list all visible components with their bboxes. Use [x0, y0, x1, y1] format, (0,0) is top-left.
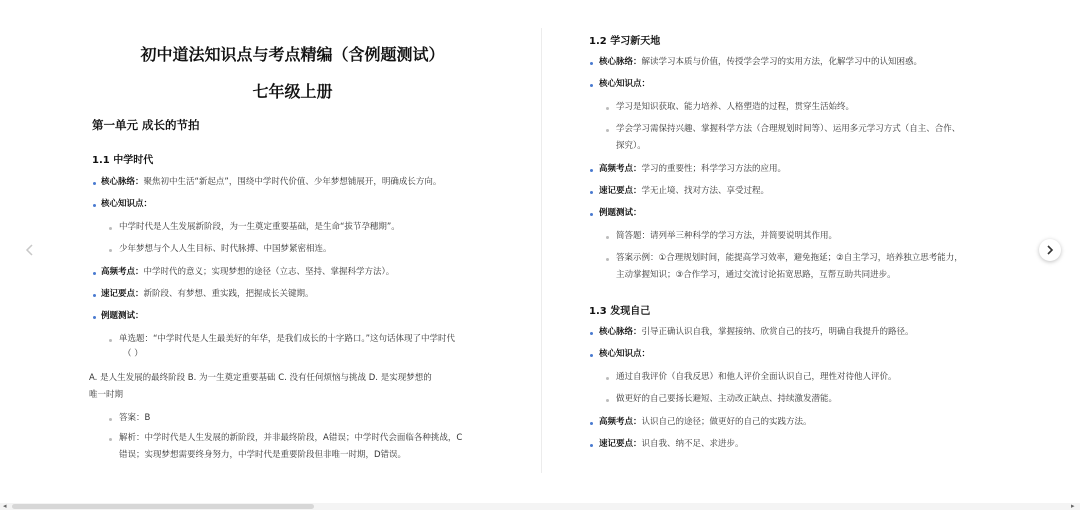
question-text: 简答题：请列举三种科学的学习方法，并简要说明其作用。 [616, 231, 838, 241]
sub-bullet-dot [606, 107, 609, 110]
core-points-label: 核心知识点： [101, 199, 153, 209]
section-title: 1.1 中学时代 [92, 155, 154, 166]
knowledge-point: 做更好的自己要扬长避短、主动改正缺点、持续激发潜能。 [616, 394, 838, 404]
core-vein-line: 核心脉络：解读学习本质与价值，传授学会学习的实用方法，化解学习中的认知困惑。 [599, 57, 923, 67]
knowledge-point: 探究）。 [616, 141, 646, 151]
hot-points-line: 高频考点：中学时代的意义；实现梦想的途径（立志、坚持、掌握科学方法）。 [101, 267, 395, 277]
document-title: 初中道法知识点与考点精编（含例题测试） [140, 45, 445, 64]
bullet-dot [590, 444, 593, 447]
next-page-button[interactable] [1039, 239, 1061, 261]
bullet-dot [93, 316, 96, 319]
sub-bullet-dot [109, 438, 112, 441]
sub-bullet-dot [606, 129, 609, 132]
knowledge-point: 中学时代是人生发展新阶段，为一生奠定重要基础，是生命“拔节孕穗期”。 [119, 222, 400, 232]
page-divider [541, 28, 542, 473]
core-points-label: 核心知识点： [599, 79, 651, 89]
sub-bullet-dot [606, 399, 609, 402]
bullet-dot [93, 294, 96, 297]
sub-bullet-dot [109, 418, 112, 421]
bullet-dot [93, 182, 96, 185]
knowledge-point: 学习是知识获取、能力培养、人格塑造的过程，贯穿生活始终。 [616, 102, 855, 112]
bullet-dot [590, 422, 593, 425]
question-text: 单选题：“中学时代是人生最美好的年华，是我们成长的十字路口。”这句话体现了中学时代 [119, 334, 456, 344]
sub-bullet-dot [109, 227, 112, 230]
section-title: 1.2 学习新天地 [589, 36, 661, 47]
scroll-left-arrow-icon[interactable]: ◂ [3, 502, 7, 510]
sub-bullet-dot [109, 339, 112, 342]
document-subtitle: 七年级上册 [252, 82, 333, 101]
hot-points-line: 高频考点：认识自己的途径；做更好的自己的实践方法。 [599, 417, 812, 427]
bullet-dot [93, 272, 96, 275]
core-vein-line: 核心脉络：聚焦初中生活“新起点”，围绕中学时代价值、少年梦想铺展开，明确成长方向。 [101, 177, 442, 187]
memo-line: 速记要点：识自我、纳不足、求进步。 [599, 439, 744, 449]
sub-bullet-dot [606, 258, 609, 261]
memo-line: 速记要点：学无止境、找对方法、享受过程。 [599, 186, 770, 196]
knowledge-point: 少年梦想与个人人生目标、时代脉搏、中国梦紧密相连。 [119, 244, 332, 254]
sub-bullet-dot [606, 377, 609, 380]
question-text: （ ） [123, 349, 143, 359]
sub-bullet-dot [109, 249, 112, 252]
page-right [585, 20, 1005, 475]
core-points-label: 核心知识点： [599, 349, 651, 359]
section-title: 1.3 发现自己 [589, 306, 651, 317]
test-label: 例题测试： [101, 311, 144, 321]
page-left [80, 20, 505, 475]
unit-title: 第一单元 成长的节拍 [92, 118, 200, 132]
answer-text: 答案：B [119, 413, 151, 423]
hot-points-line: 高频考点：学习的重要性；科学学习方法的应用。 [599, 164, 787, 174]
memo-line: 速记要点：新阶段、有梦想、重实践，把握成长关键期。 [101, 289, 314, 299]
analysis-text: 解析：中学时代是人生发展的新阶段，并非最终阶段，A错误；中学时代会面临各种挑战，C [119, 433, 463, 443]
bullet-dot [590, 213, 593, 216]
analysis-text: 错误；实现梦想需要终身努力，中学时代是重要阶段但非唯一时期，D错误。 [119, 450, 407, 460]
scrollbar-thumb[interactable] [12, 504, 314, 509]
prev-page-button[interactable] [24, 242, 36, 256]
bullet-dot [590, 191, 593, 194]
bullet-dot [590, 169, 593, 172]
answer-text: 答案示例：①合理规划时间，能提高学习效率，避免拖延；②自主学习，培养独立思考能力， [616, 253, 963, 263]
answer-text: 主动掌握知识；③合作学习，通过交流讨论拓宽思路，互帮互助共同进步。 [616, 270, 896, 280]
options-text: A. 是人生发展的最终阶段 B. 为一生奠定重要基础 C. 没有任何烦恼与挑战 D. 是实现梦想的 [89, 373, 432, 383]
bullet-dot [93, 204, 96, 207]
scroll-right-arrow-icon[interactable]: ▸ [1071, 502, 1075, 510]
bullet-dot [590, 62, 593, 65]
knowledge-point: 通过自我评价（自我反思）和他人评价全面认识自己，理性对待他人评价。 [616, 372, 897, 382]
chevron-left-icon [24, 243, 36, 257]
knowledge-point: 学会学习需保持兴趣、掌握科学方法（合理规划时间等）、运用多元学习方式（自主、合作、 [616, 124, 961, 134]
test-label: 例题测试： [599, 208, 642, 218]
sub-bullet-dot [606, 236, 609, 239]
bullet-dot [590, 84, 593, 87]
options-text: 唯一时期 [89, 390, 124, 400]
core-vein-line: 核心脉络：引导正确认识自我，掌握接纳、欣赏自己的技巧，明确自我提升的路径。 [599, 327, 914, 337]
chevron-right-icon [1045, 245, 1055, 255]
bullet-dot [590, 332, 593, 335]
bullet-dot [590, 354, 593, 357]
